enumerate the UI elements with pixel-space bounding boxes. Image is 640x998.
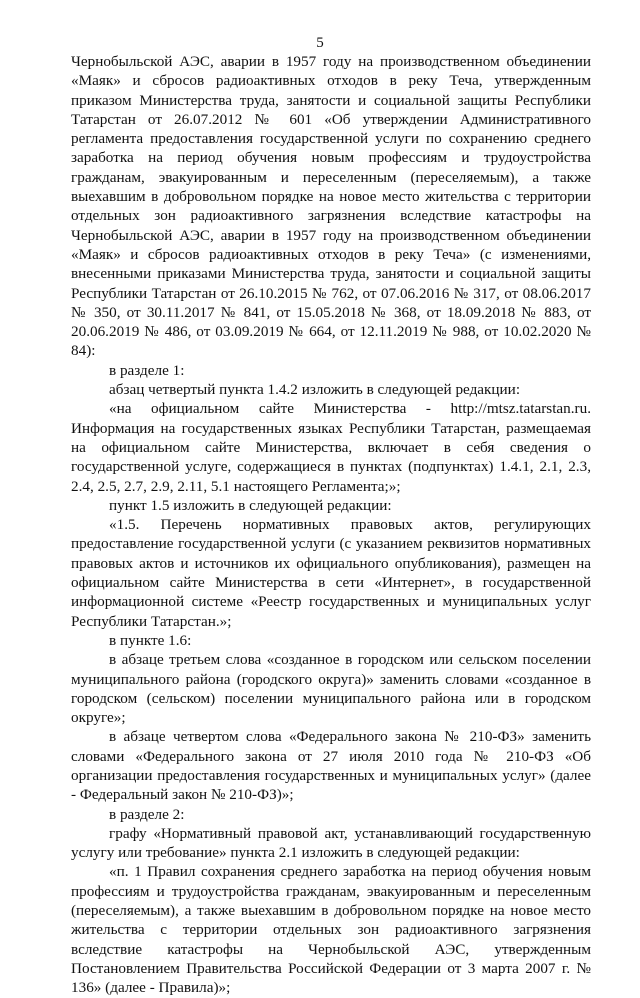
paragraph: пункт 1.5 изложить в следующей редакции: [109,496,392,514]
paragraph: в абзаце третьем слова «созданное в городском или сельском поселении муниципального района (городского округа)» заменить словами «созданное в городском (сельском) поселении муниципального района или в городском округе»; [71,651,591,727]
paragraph: в абзаце четвертом слова «Федерального закона № 210-ФЗ» заменить словами «Федерального закона от 27 июля 2010 года № 210-ФЗ «Об организации предоставления государственных и муниципальных услуг» (далее - Федеральный закон № 210-ФЗ)»; [71,728,591,804]
paragraph: в пункте 1.6: [109,631,192,649]
paragraph: Чернобыльской АЭС, аварии в 1957 году на производственном объединении «Маяк» и сбросов радиоактивных отходов в реку Теча, утвержденным приказом Министерства труда, занятости и социальной защиты Республики Татарстан от 26.07.2012 № 601 «Об утверждении Административного регламента предоставления государственной услуги по сохранению среднего заработка на период обучения новым профессиям и трудоустройства гражданам, эвакуированным и переселенным (переселяемым), а также выехавшим в добровольном порядке на новое место жительства с территории отдельных зон радиоактивного загрязнения вследствие катастрофы на Чернобыльской АЭС, аварии в 1957 году на производственном объединении «Маяк» и сбросов радиоактивных отходов в реку Теча» (с изменениями, внесенными приказами Министерства труда, занятости и социальной защиты Республики Татарстан от 26.10.2015 № 762, от 07.06.2016 № 317, от 08.06.2017 № 350, от 30.11.2017 № 841, от 15.05.2018 № 368, от 18.09.2018 № 883, от 20.06.2019 № 486, от 03.09.2019 № 664, от 12.11.2019 № 988, от 10.02.2020 № 84): [71,53,591,360]
paragraph: в разделе 2: [109,805,185,823]
paragraph: абзац четвертый пункта 1.4.2 изложить в следующей редакции: [109,381,521,399]
paragraph: «1.5. Перечень нормативных правовых актов, регулирующих предоставление государственной услуги (с указанием реквизитов нормативных правовых актов и источников их официального опубликования), размещен на официальном сайте Министерства в сети «Интернет», в государственной информационной системе «Реестр государственных и муниципальных услуг Республики Татарстан.»; [71,516,591,630]
paragraph: «на официальном сайте Министерства - http://mtsz.tatarstan.ru. Информация на государственных языках Республики Татарстан, размещаемая на официальном сайте Министерства, включает в себя сведения о государственной услуге, содержащиеся в пунктах (подпунктах) 1.4.1, 2.1, 2.3, 2.4, 2.5, 2.7, 2.9, 2.11, 5.1 настоящего Регламента;»; [71,400,591,495]
paragraph: «п. 1 Правил сохранения среднего заработка на период обучения новым профессиям и трудоустройства гражданам, эвакуированным и переселенным (переселяемым), а также выехавшим в добровольном порядке на новое место жительства с территории отдельных зон радиоактивного загрязнения вследствие катастрофы на Чернобыльской АЭС, утвержденным Постановлением Правительства Российской Федерации от 3 марта 2007 г. № 136» (далее - Правила)»; [71,863,591,997]
paragraph: графу «Нормативный правовой акт, устанавливающий государственную услугу или требование» пункта 2.1 изложить в следующей редакции: [71,824,591,862]
page-number: 5 [316,35,324,51]
document-body [71,52,591,998]
paragraph: в разделе 1: [109,361,185,379]
